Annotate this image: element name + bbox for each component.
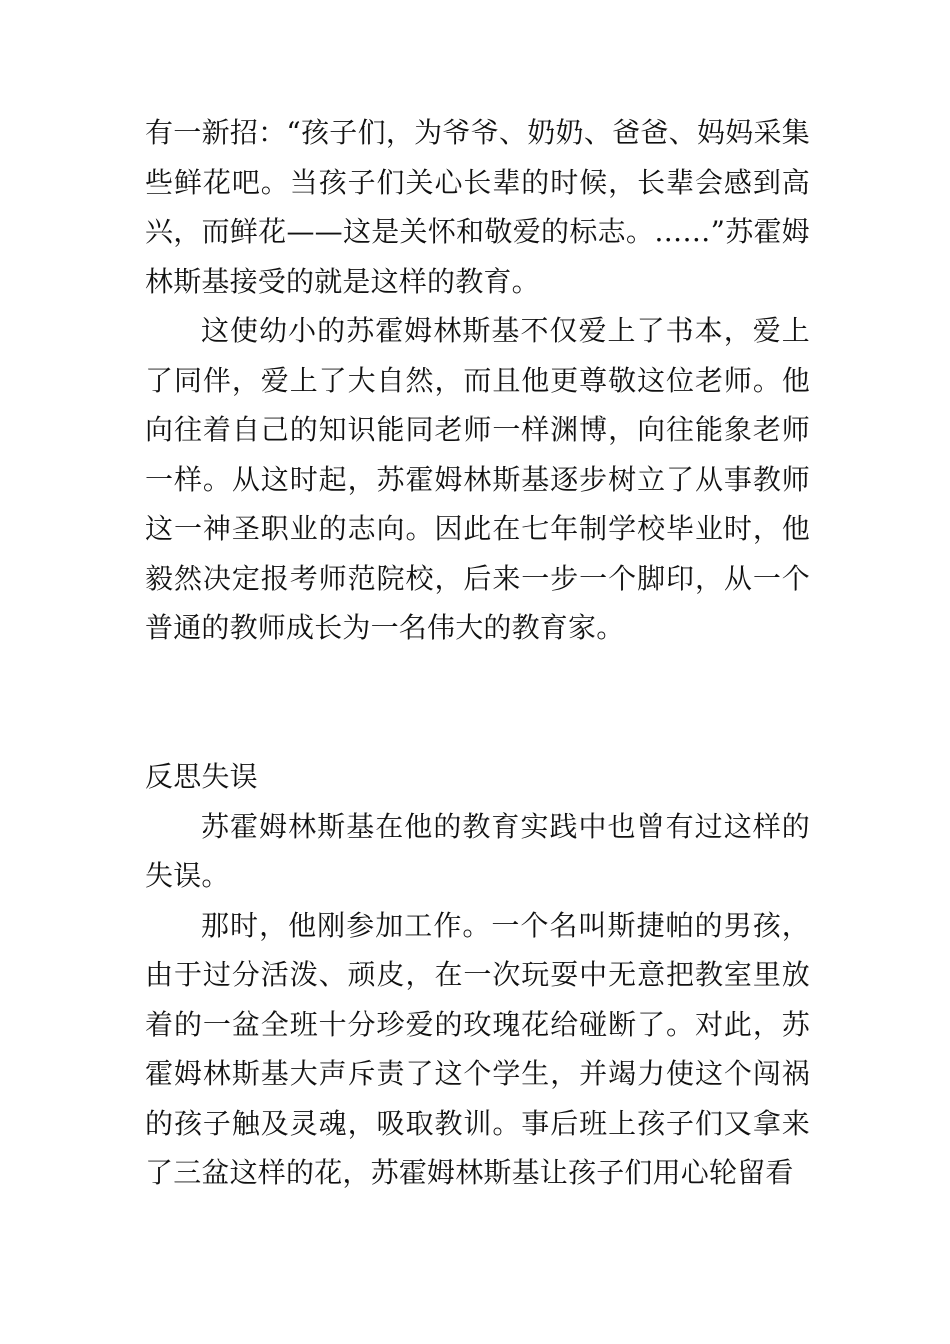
text-section-top xyxy=(145,108,810,653)
paragraph-mistake-story: 那时，他刚参加工作。一个名叫斯捷帕的男孩，由于过分活泼、顽皮，在一次玩耍中无意把教室里放着的一盆全班十分珍爱的玫瑰花给碰断了。对此，苏霍姆林斯基大声斥责了这个学生，并竭力使这个闯祸的孩子触及灵魂，吸取教训。事后班上孩子们又拿来了三盆这样的花，苏霍姆林斯基让孩子们用心轮留看 xyxy=(145,908,810,1189)
paragraph-continuation: 有一新招：“孩子们，为爷爷、奶奶、爸爸、妈妈采集些鲜花吧。当孩子们关心长辈的时候，长辈会感到高兴，而鲜花——这是关怀和敬爱的标志。……”苏霍姆林斯基接受的就是这样的教育。 xyxy=(145,116,810,298)
text-section-bottom xyxy=(145,752,810,1198)
paragraph-aspiration: 这使幼小的苏霍姆林斯基不仅爱上了书本，爱上了同伴，爱上了大自然，而且他更尊敬这位老师。他向往着自己的知识能同老师一样渊博，向往能象老师一样。从这时起，苏霍姆林斯基逐步树立了从事教师这一神圣职业的志向。因此在七年制学校毕业时，他毅然决定报考师范院校，后来一步一个脚印，从一个普通的教师成长为一名伟大的教育家。 xyxy=(145,314,810,644)
section-heading: 反思失误 xyxy=(145,760,258,793)
paragraph-mistake-intro: 苏霍姆林斯基在他的教育实践中也曾有过这样的失误。 xyxy=(145,809,810,892)
